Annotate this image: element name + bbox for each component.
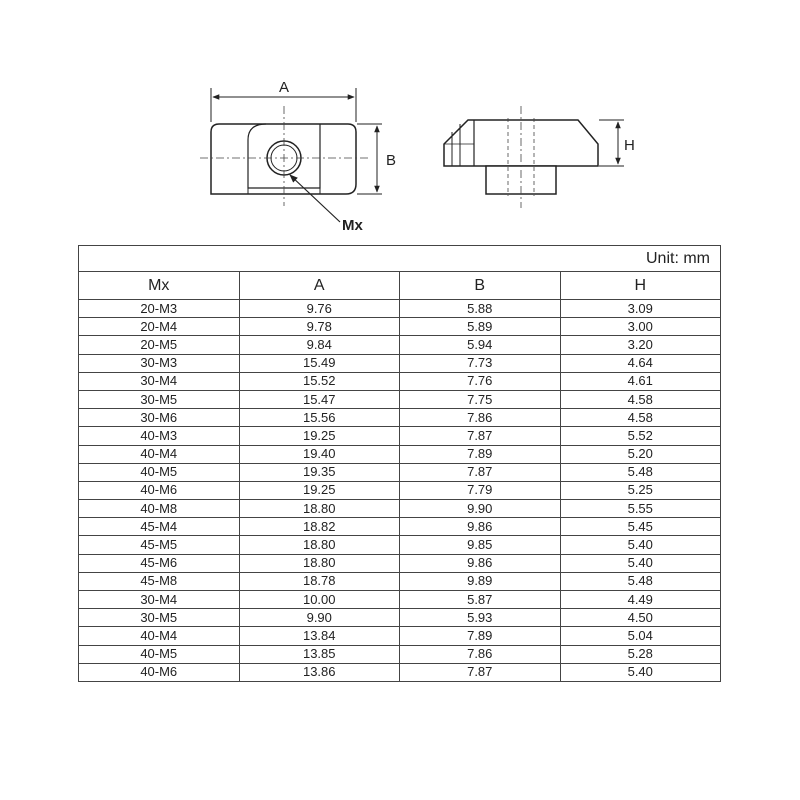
cell-b: 5.93 [400,609,561,627]
cell-b: 7.86 [400,645,561,663]
column-header-a: A [239,272,400,300]
cell-a: 13.86 [239,663,400,681]
cell-mx: 30-M6 [79,409,240,427]
cell-a: 18.82 [239,518,400,536]
cell-mx: 40-M4 [79,445,240,463]
cell-a: 19.40 [239,445,400,463]
cell-mx: 40-M4 [79,627,240,645]
cell-b: 7.87 [400,427,561,445]
dimension-h-label: H [624,137,635,154]
table-row [79,663,721,681]
technical-drawing [0,0,800,240]
cell-h: 5.52 [560,427,721,445]
cell-b: 5.89 [400,318,561,336]
cell-a: 19.35 [239,463,400,481]
cell-b: 7.79 [400,481,561,499]
table-row [79,572,721,590]
cell-h: 4.50 [560,609,721,627]
cell-h: 4.58 [560,390,721,408]
cell-b: 9.86 [400,554,561,572]
cell-b: 9.90 [400,500,561,518]
cell-b: 7.86 [400,409,561,427]
cell-a: 19.25 [239,427,400,445]
table-row [79,463,721,481]
table-row [79,518,721,536]
cell-a: 9.78 [239,318,400,336]
cell-h: 3.20 [560,336,721,354]
cell-a: 9.76 [239,300,400,318]
cell-b: 7.76 [400,372,561,390]
cell-a: 18.80 [239,536,400,554]
cell-b: 7.87 [400,463,561,481]
table-row [79,427,721,445]
cell-h: 4.64 [560,354,721,372]
cell-a: 18.78 [239,572,400,590]
cell-a: 15.49 [239,354,400,372]
table-row [79,536,721,554]
dimension-a-label: A [278,79,290,96]
cell-a: 15.56 [239,409,400,427]
cell-h: 4.49 [560,591,721,609]
cell-b: 7.75 [400,390,561,408]
cell-a: 9.90 [239,609,400,627]
cell-b: 7.87 [400,663,561,681]
cell-b: 9.89 [400,572,561,590]
header-row [79,272,721,300]
front-view [200,79,396,234]
unit-label: Unit: mm [79,246,721,272]
cell-mx: 45-M4 [79,518,240,536]
cell-a: 19.25 [239,481,400,499]
cell-h: 3.00 [560,318,721,336]
column-header-h: H [560,272,721,300]
cell-b: 5.87 [400,591,561,609]
cell-a: 9.84 [239,336,400,354]
cell-h: 4.61 [560,372,721,390]
cell-h: 4.58 [560,409,721,427]
cell-a: 13.85 [239,645,400,663]
cell-h: 5.25 [560,481,721,499]
cell-b: 7.89 [400,627,561,645]
cell-b: 9.86 [400,518,561,536]
column-header-mx: Mx [79,272,240,300]
table-row [79,645,721,663]
dimension-b-label: B [386,152,397,169]
table-row [79,591,721,609]
table-row [79,409,721,427]
cell-mx: 45-M5 [79,536,240,554]
cell-mx: 30-M5 [79,390,240,408]
column-header-b: B [400,272,561,300]
table-row [79,372,721,390]
cell-h: 5.04 [560,627,721,645]
cell-a: 15.47 [239,390,400,408]
cell-h: 5.20 [560,445,721,463]
table-row [79,390,721,408]
cell-mx: 30-M3 [79,354,240,372]
cell-h: 3.09 [560,300,721,318]
table-row [79,481,721,499]
cell-a: 10.00 [239,591,400,609]
cell-h: 5.48 [560,463,721,481]
cell-b: 5.94 [400,336,561,354]
cell-mx: 45-M6 [79,554,240,572]
table-row [79,318,721,336]
table-row [79,554,721,572]
thread-label: Mx [342,217,363,234]
table-row [79,609,721,627]
cell-h: 5.40 [560,554,721,572]
cell-h: 5.40 [560,663,721,681]
table-row [79,627,721,645]
spec-table [78,245,721,682]
side-view [444,106,635,208]
cell-mx: 40-M6 [79,481,240,499]
cell-mx: 40-M5 [79,463,240,481]
cell-mx: 40-M5 [79,645,240,663]
cell-mx: 40-M8 [79,500,240,518]
cell-mx: 45-M8 [79,572,240,590]
cell-h: 5.48 [560,572,721,590]
table-row [79,300,721,318]
table-row [79,354,721,372]
cell-mx: 20-M3 [79,300,240,318]
cell-a: 18.80 [239,500,400,518]
cell-b: 7.89 [400,445,561,463]
cell-a: 13.84 [239,627,400,645]
cell-mx: 40-M3 [79,427,240,445]
table-row [79,445,721,463]
cell-mx: 30-M4 [79,372,240,390]
cell-h: 5.40 [560,536,721,554]
cell-mx: 30-M5 [79,609,240,627]
cell-h: 5.55 [560,500,721,518]
table-row [79,336,721,354]
cell-b: 9.85 [400,536,561,554]
cell-mx: 30-M4 [79,591,240,609]
cell-h: 5.28 [560,645,721,663]
cell-mx: 20-M4 [79,318,240,336]
cell-mx: 40-M6 [79,663,240,681]
cell-mx: 20-M5 [79,336,240,354]
table-row [79,500,721,518]
cell-a: 15.52 [239,372,400,390]
cell-h: 5.45 [560,518,721,536]
cell-b: 5.88 [400,300,561,318]
cell-b: 7.73 [400,354,561,372]
front-view-outline [211,124,356,194]
cell-a: 18.80 [239,554,400,572]
